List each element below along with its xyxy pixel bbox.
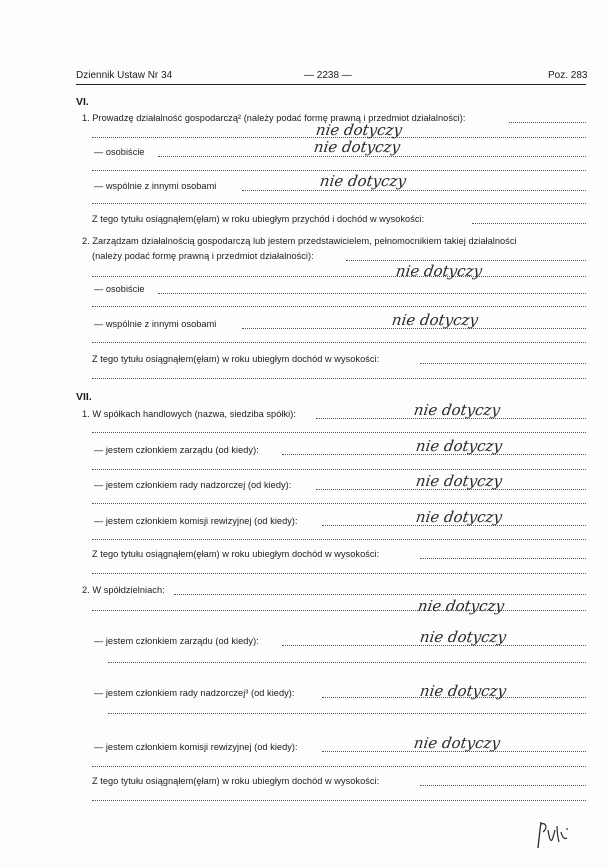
vi-item2-personally-label: — osobiście [94,284,145,294]
vii-item2-supervisory-label: — jestem członkiem rady nadzorczej³ (od kiedy): [94,688,295,698]
dotted-line [92,573,586,574]
signature-initials [536,818,572,852]
dotted-line [158,293,586,294]
dotted-line [92,378,586,379]
dotted-line [509,122,586,123]
dotted-line [92,800,586,801]
vi-item1-income-label: Z tego tytułu osiągnąłem(ęłam) w roku ubiegłym przychód i dochód w wysokości: [92,214,425,224]
handwritten-answer: nie dotyczy [414,472,504,490]
vii-item2-income-label: Z tego tytułu osiągnąłem(ęłam) w roku ubiegłym dochód w wysokości: [92,776,380,786]
dotted-line [92,170,586,171]
vii-item1-income-label: Z tego tytułu osiągnąłem(ęłam) w roku ubiegłym dochód w wysokości: [92,549,380,559]
header-rule [76,84,586,85]
handwritten-answer: nie dotyczy [312,138,402,156]
handwritten-answer: nie dotyczy [318,172,408,190]
dotted-line [92,342,586,343]
position-number: Poz. 283 [548,70,588,81]
handwritten-answer: nie dotyczy [412,734,502,752]
vi-item2-label-line2: (należy podać formę prawną i przedmiot działalności): [92,251,314,261]
vii-item2-board-label: — jestem członkiem zarządu (od kiedy): [94,636,259,646]
dotted-line [92,276,586,277]
dotted-line [92,203,586,204]
handwritten-answer: nie dotyczy [418,628,508,646]
handwritten-answer: nie dotyczy [414,437,504,455]
dotted-line [158,156,586,157]
dotted-line [92,469,586,470]
handwritten-answer: nie dotyczy [414,508,504,526]
dotted-line [108,713,586,714]
handwritten-answer: nie dotyczy [418,682,508,700]
dotted-line [92,766,586,767]
vi-item1-jointly-label: — wspólnie z innymi osobami [94,181,217,191]
vii-item2-label: 2. W spółdzielniach: [82,585,165,595]
vii-item2-audit-label: — jestem członkiem komisji rewizyjnej (od kiedy): [94,742,298,752]
vi-item1-label: 1. Prowadzę działalność gospodarczą² (należy podać formę prawną i przedmiot działalności): [82,113,466,123]
vii-item1-label: 1. W spółkach handlowych (nazwa, siedziba spółki): [82,409,296,419]
page-number: — 2238 — [304,70,352,81]
dotted-line [420,785,586,786]
vi-item2-jointly-label: — wspólnie z innymi osobami [94,319,217,329]
handwritten-answer: nie dotyczy [314,121,404,139]
dotted-line [472,223,586,224]
dotted-line [242,190,586,191]
section-vi-title: VI. [76,96,89,108]
dotted-line [346,260,586,261]
vi-item2-income-label: Z tego tytułu osiągnąłem(ęłam) w roku ubiegłym dochód w wysokości: [92,354,380,364]
handwritten-answer: nie dotyczy [412,401,502,419]
dotted-line [174,594,586,595]
handwritten-answer: nie dotyczy [394,262,484,280]
journal-title: Dziennik Ustaw Nr 34 [76,70,173,81]
dotted-line [92,306,586,307]
vii-item1-board-label: — jestem członkiem zarządu (od kiedy): [94,445,259,455]
dotted-line [92,539,586,540]
dotted-line [92,432,586,433]
dotted-line [92,503,586,504]
vi-item2-label-line1: 2. Zarządzam działalnością gospodarczą lub jestem przedstawicielem, pełnomocnikiem takiej działalności [82,236,517,246]
dotted-line [420,558,586,559]
section-vii-title: VII. [76,391,92,403]
vii-item1-supervisory-label: — jestem członkiem rady nadzorczej (od kiedy): [94,480,292,490]
dotted-line [108,662,586,663]
dotted-line [420,363,586,364]
dotted-line [92,610,586,611]
handwritten-answer: nie dotyczy [416,597,506,615]
handwritten-answer: nie dotyczy [390,311,480,329]
vii-item1-audit-label: — jestem członkiem komisji rewizyjnej (od kiedy): [94,516,298,526]
vi-item1-personally-label: — osobiście [94,147,145,157]
